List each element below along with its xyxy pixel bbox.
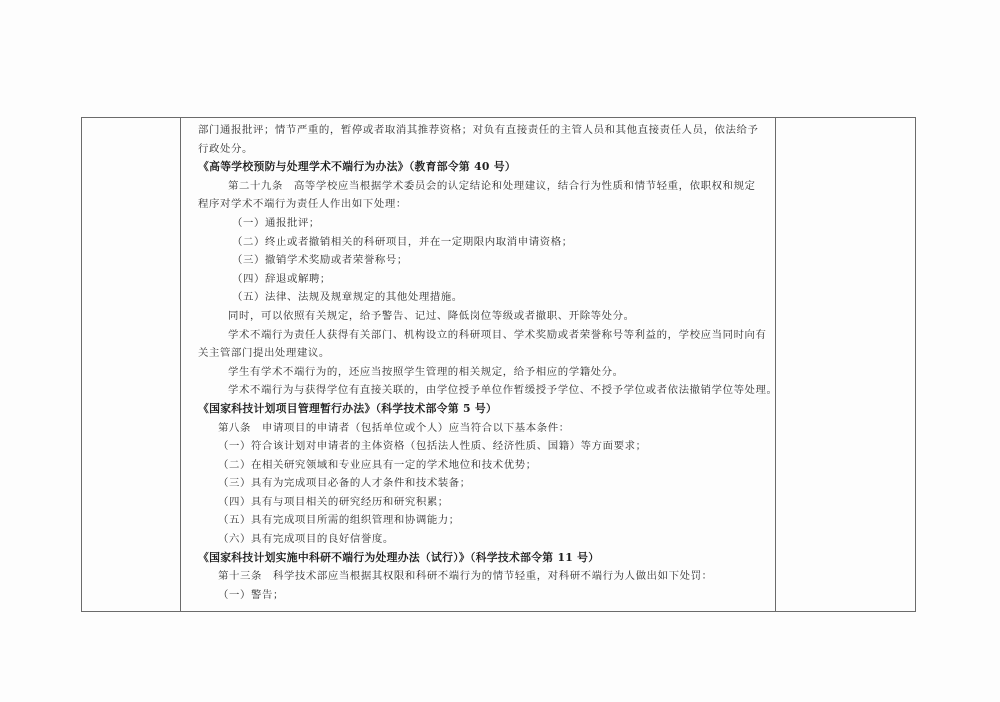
text-line: 关主管部门提出处理建议。: [198, 347, 330, 360]
document-body-text: [198, 121, 778, 604]
text-line: 学生有学术不端行为的，还应当按照学生管理的相关规定，给予相应的学籍处分。: [228, 365, 624, 378]
text-line: 部门通报批评；情节严重的，暂停或者取消其推荐资格；对负有直接责任的主管人员和其他直接责任人员，依法给予: [198, 124, 759, 136]
text-line: 学术不端行为责任人获得有关部门、机构设立的科研项目、学术奖励或者荣誉称号等利益的，学校应当同时向有: [228, 328, 767, 341]
text-line: （二）在相关研究领域和专业应具有一定的学术地位和技术优势；: [218, 458, 537, 471]
text-line: 行政处分。: [198, 142, 253, 155]
text-line: 学术不端行为与获得学位有直接关联的，由学位授予单位作暂缓授予学位、不授予学位或者依法撤销学位等处理。: [228, 384, 778, 397]
text-line: （三）具有为完成项目必备的人才条件和技术装备；: [218, 477, 471, 490]
text-line: （六）具有完成项目的良好信誉度。: [218, 533, 394, 546]
text-line: 第二十九条 高等学校应当根据学术委员会的认定结论和处理建议，结合行为性质和情节轻重，依职权和规定: [228, 179, 756, 192]
text-line: （四）具有与项目相关的研究经历和研究积累；: [218, 495, 449, 508]
text-line: （一）警告；: [218, 588, 284, 601]
text-line: （一）符合该计划对申请者的主体资格（包括法人性质、经济性质、国籍）等方面要求；: [218, 440, 647, 453]
regulation-title: 《国家科技计划实施中科研不端行为处理办法（试行）》（科学技术部令第 11 号）: [198, 550, 600, 564]
text-line: （四）辞退或解聘；: [232, 272, 331, 285]
regulation-title: 《国家科技计划项目管理暂行办法》（科学技术部令第 5 号）: [198, 401, 498, 415]
text-line: （五）具有完成项目所需的组织管理和协调能力；: [218, 514, 460, 527]
text-line: （三）撤销学术奖励或者荣誉称号；: [232, 254, 408, 267]
text-line: （二）终止或者撤销相关的科研项目，并在一定期限内取消申请资格；: [232, 235, 573, 248]
regulation-title: 《高等学校预防与处理学术不端行为办法》（教育部令第 40 号）: [198, 160, 516, 174]
table-left-column-divider: [180, 118, 181, 611]
text-line: （一）通报批评；: [232, 216, 320, 229]
text-line: 第十三条 科学技术部应当根据其权限和科研不端行为的情节轻重，对科研不端行为人做出如下处罚：: [218, 570, 713, 583]
text-line: 第八条 申请项目的申请者（包括单位或个人）应当符合以下基本条件：: [218, 421, 570, 434]
text-line: （五）法律、法规及规章规定的其他处理措施。: [232, 291, 463, 304]
text-line: 同时，可以依照有关规定，给予警告、记过、降低岗位等级或者撤职、开除等处分。: [228, 309, 635, 322]
text-line: 程序对学术不端行为责任人作出如下处理：: [198, 198, 407, 211]
